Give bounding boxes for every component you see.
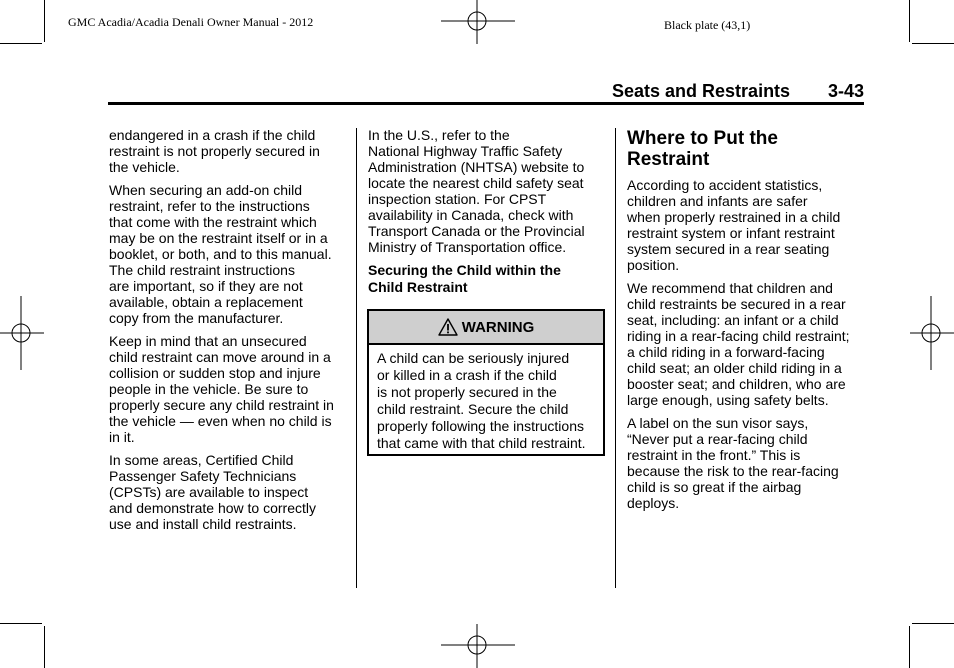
column-1 bbox=[109, 127, 349, 539]
section-title: Seats and Restraints bbox=[612, 81, 791, 101]
col3-heading: Where to Put the Restraint bbox=[627, 128, 778, 170]
column-divider-1 bbox=[356, 128, 357, 588]
warning-text: A child can be seriously injured or killed in a crash if the child is not properly secured in the child restraint. Secure the child properly following the instructions that came with that child restraint. bbox=[377, 350, 586, 451]
col2-subheading: Securing the Child within the Child Restraint bbox=[368, 262, 561, 295]
col3-paragraph-1: According to accident statistics, children and infants are safer when properly restrained in a child restraint system or infant restraint system secured in a rear seating position. bbox=[627, 177, 841, 273]
plate-info-right: Black plate (43,1) bbox=[664, 18, 751, 32]
registration-mark-left-icon bbox=[0, 296, 44, 370]
column-divider-2 bbox=[615, 128, 616, 588]
col1-paragraph-4: In some areas, Certified Child Passenger Safety Technicians (CPSTs) are available to inspect and demonstrate how to correctly use and install child restraints. bbox=[109, 452, 316, 532]
registration-mark-right-icon bbox=[910, 296, 954, 370]
header-rule bbox=[108, 102, 864, 105]
col1-paragraph-1: endangered in a crash if the child restraint is not properly secured in the vehicle. bbox=[109, 127, 320, 175]
registration-mark-bottom-icon bbox=[441, 624, 515, 668]
running-head bbox=[612, 81, 864, 102]
registration-mark-top-icon bbox=[441, 0, 515, 44]
warning-header bbox=[369, 311, 603, 345]
plate-info-left: GMC Acadia/Acadia Denali Owner Manual - 2012 bbox=[68, 15, 314, 29]
crop-mark-top-right-h bbox=[912, 43, 954, 44]
warning-label: WARNING bbox=[461, 318, 535, 336]
col3-paragraph-2: We recommend that children and child restraints be secured in a rear seat, including: an infant or a child riding in a rear-facing child restraint; a child riding in a forward-facing child seat; an older child riding in a booster seat; and children, who are large enough, using safety belts. bbox=[627, 280, 850, 408]
col1-paragraph-2: When securing an add-on child restraint, refer to the instructions that come with the restraint which may be on the restraint itself or in a booklet, or both, and to this manual. The child restraint instructions are important, so if they are not available, obtain a replacement copy from the manufacturer. bbox=[109, 182, 332, 326]
crop-mark-bottom-right-h bbox=[912, 623, 954, 624]
crop-mark-top-left-h bbox=[0, 43, 42, 44]
col2-paragraph-1: In the U.S., refer to the National Highway Traffic Safety Administration (NHTSA) website to locate the nearest child safety seat inspection station. For CPST availability in Canada, check with Transport Canada or the Provincial Ministry of Transportation office. bbox=[368, 127, 585, 255]
col1-paragraph-3: Keep in mind that an unsecured child restraint can move around in a collision or sudden stop and injure people in the vehicle. Be sure to properly secure any child restraint in the vehicle — even when no child is in it. bbox=[109, 333, 334, 445]
crop-mark-top-right-v bbox=[909, 0, 910, 42]
warning-box bbox=[367, 309, 605, 456]
column-2 bbox=[368, 127, 608, 304]
crop-mark-bottom-left-h bbox=[0, 623, 42, 624]
page-number: 3-43 bbox=[827, 81, 864, 101]
crop-mark-bottom-right-v bbox=[909, 626, 910, 668]
warning-triangle-icon bbox=[438, 318, 458, 336]
crop-mark-bottom-left-v bbox=[44, 626, 45, 668]
crop-mark-top-left-v bbox=[44, 0, 45, 42]
col3-paragraph-3: A label on the sun visor says, “Never put a rear-facing child restraint in the front.” This is because the risk to the rear-facing child is so great if the airbag deploys. bbox=[627, 415, 839, 511]
column-3 bbox=[627, 128, 867, 518]
